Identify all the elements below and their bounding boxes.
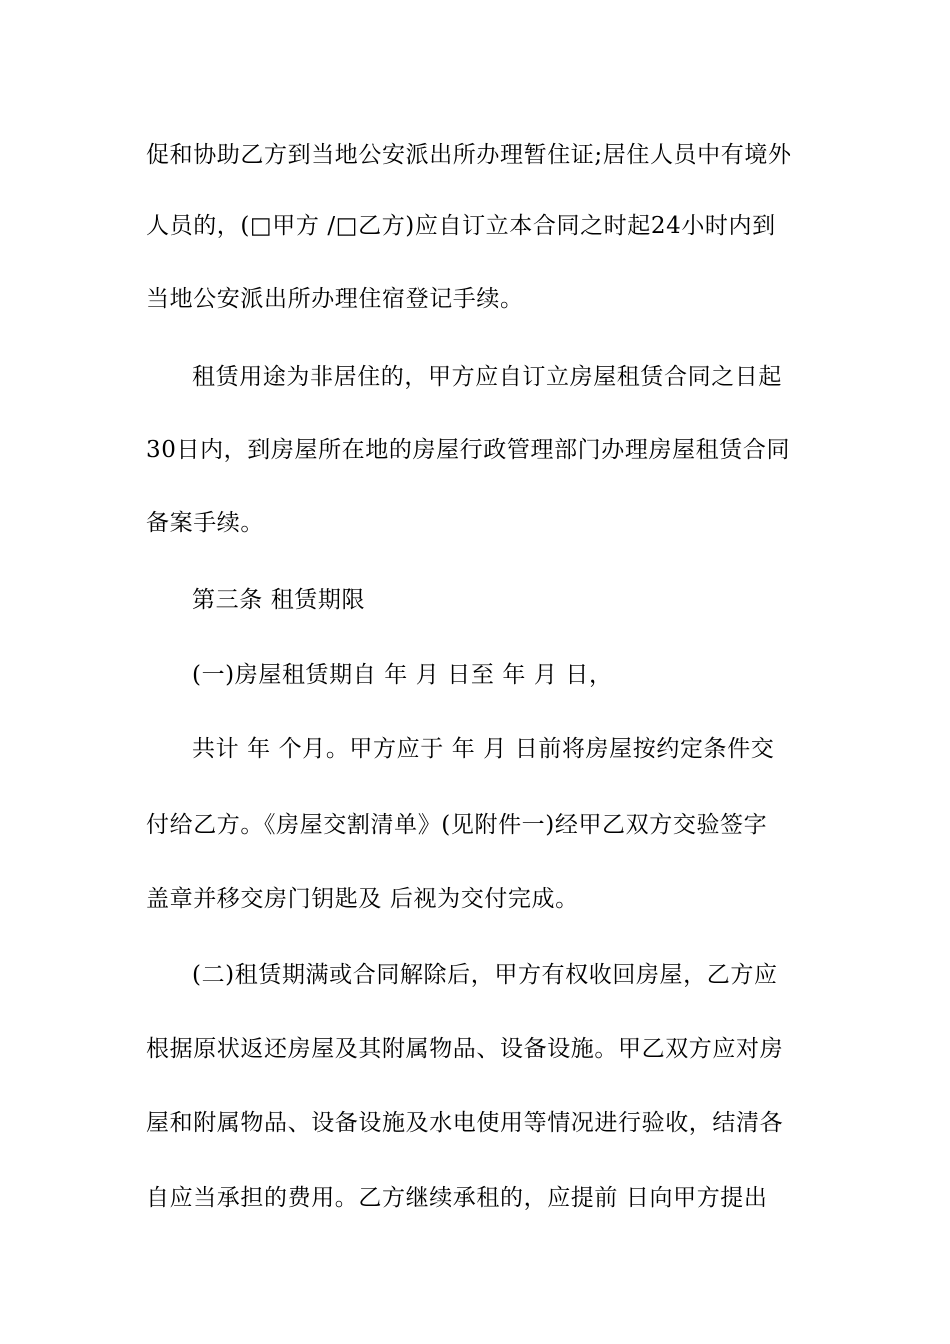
paragraph-line: 人员的，(□甲方 /□乙方)应自订立本合同之时起24小时内到 — [146, 213, 776, 239]
paragraph-line: 促和协助乙方到当地公安派出所办理暂住证;居住人员中有境外 — [146, 142, 792, 168]
section-heading: 第三条 租赁期限 — [192, 587, 366, 613]
paragraph-line: 屋和附属物品、设备设施及水电使用等情况进行验收，结清各 — [146, 1110, 784, 1136]
paragraph-line: (二)租赁期满或合同解除后，甲方有权收回房屋，乙方应 — [192, 962, 778, 988]
paragraph-line: 付给乙方。《房屋交割清单》(见附件一)经甲乙双方交验签字 — [146, 812, 768, 838]
paragraph-line: 租赁用途为非居住的，甲方应自订立房屋租赁合同之日起 — [192, 364, 782, 390]
paragraph-line: 根据原状返还房屋及其附属物品、设备设施。甲乙双方应对房 — [146, 1036, 784, 1062]
paragraph-line: 自应当承担的费用。乙方继续承租的，应提前 日向甲方提出 — [146, 1185, 768, 1211]
paragraph-line: (一)房屋租赁期自 年 月 日至 年 月 日， — [192, 662, 613, 688]
paragraph-line: 盖章并移交房门钥匙及 后视为交付完成。 — [146, 886, 579, 912]
paragraph-line: 备案手续。 — [146, 510, 264, 536]
paragraph-line: 当地公安派出所办理住宿登记手续。 — [146, 286, 524, 312]
paragraph-line: 共计 年 个月。甲方应于 年 月 日前将房屋按约定条件交 — [192, 736, 775, 762]
paragraph-line: 30日内，到房屋所在地的房屋行政管理部门办理房屋租赁合同 — [146, 437, 791, 463]
